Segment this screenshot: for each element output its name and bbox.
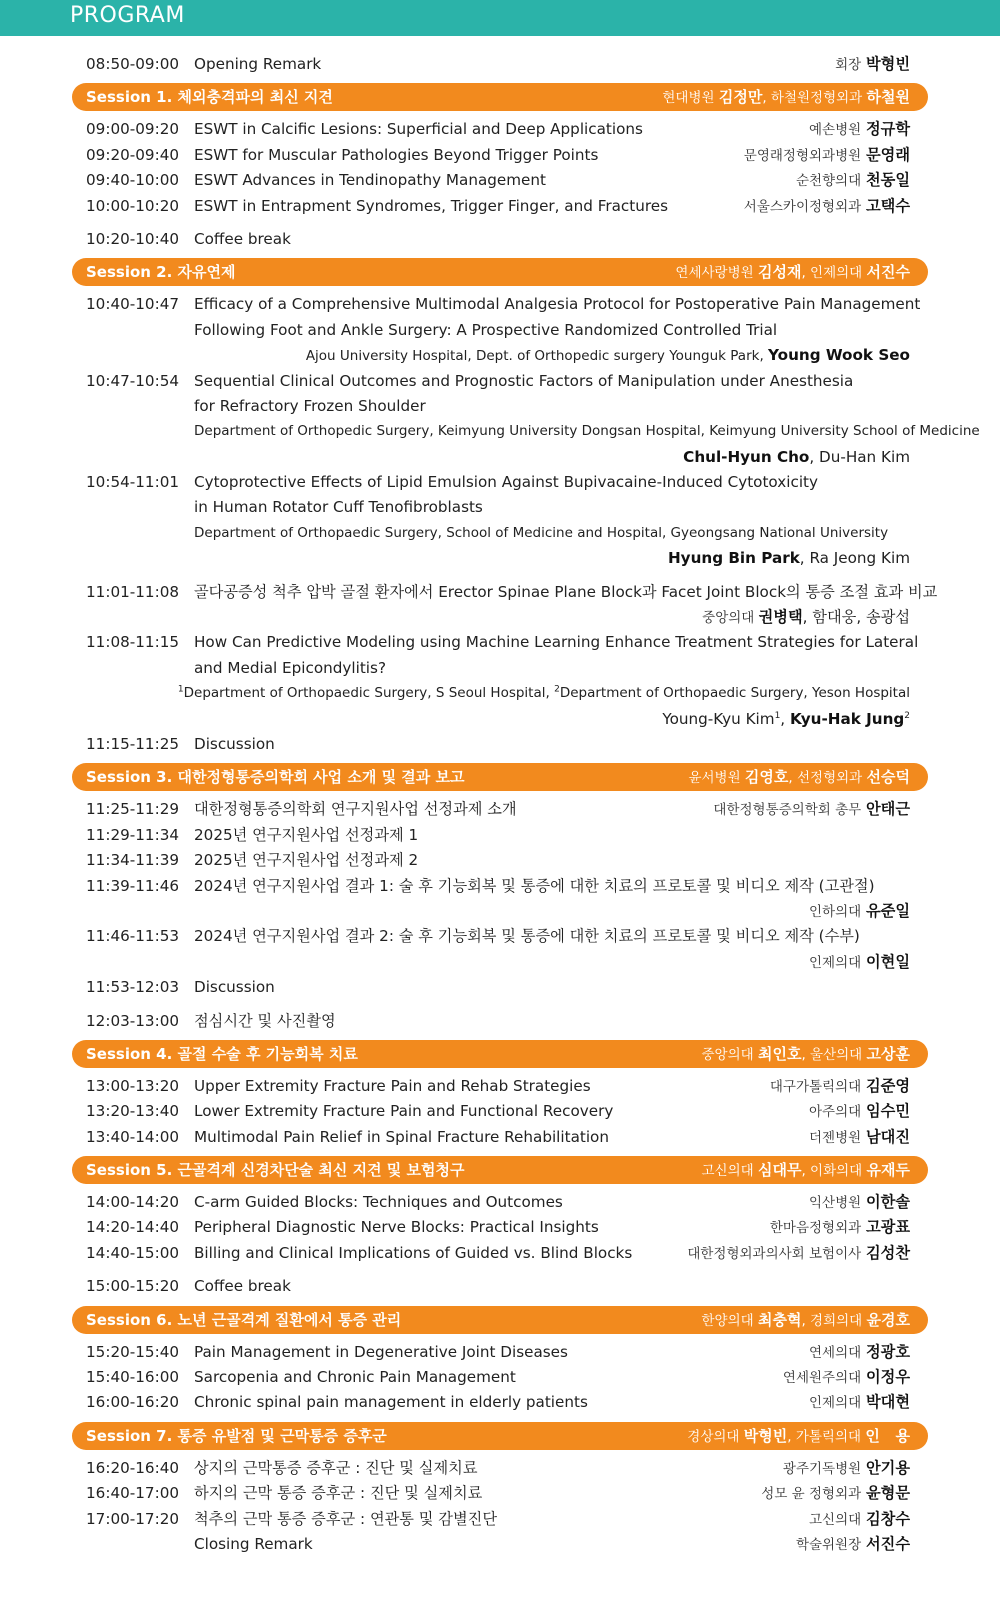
talk-row <box>0 1190 1000 1215</box>
speaker-name: 김성찬 <box>865 1243 910 1262</box>
name-separator: , <box>780 709 790 728</box>
talk-title: 2025년 연구지원사업 선정과제 1 <box>194 825 419 844</box>
speaker <box>809 899 910 925</box>
speaker-affiliation: 학술위원장 <box>795 1536 862 1553</box>
talk-title: Opening Remark <box>194 55 322 73</box>
talk-row <box>0 143 1000 168</box>
session-chairs: 경상의대 박형빈, 가톨릭의대 인 용 <box>687 1426 910 1445</box>
speaker <box>809 1507 910 1533</box>
speaker-name: 고광표 <box>865 1218 910 1237</box>
session-title: Session 2. 자유연제 <box>86 263 236 282</box>
speaker <box>809 117 910 143</box>
time-slot: 09:00-09:20 <box>86 120 180 139</box>
talk-row <box>0 848 1000 873</box>
presenter-name: Chul-Hyun Cho <box>683 447 810 466</box>
talk-title-continued <box>0 495 1000 520</box>
talk-title: Lower Extremity Fracture Pain and Functional Recovery <box>194 1102 614 1121</box>
speaker-affiliation: 회장 <box>835 57 862 73</box>
author-names <box>662 707 910 732</box>
talk-row <box>0 823 1000 848</box>
chair-affiliation: 울산의대 <box>810 1046 863 1063</box>
session-5-header <box>72 1156 928 1184</box>
session-chairs: 한양의대 최충혁, 경희의대 윤경호 <box>701 1310 910 1329</box>
time-slot: 17:00-17:20 <box>86 1509 180 1528</box>
speaker <box>687 1241 910 1267</box>
talk-title: Cytoprotective Effects of Lipid Emulsion Against Bupivacaine-Induced Cytotoxicity <box>194 473 818 492</box>
chair-name: 박형빈 <box>743 1426 788 1445</box>
speaker-affiliation: 대한정형통증의학회 총무 <box>713 802 862 819</box>
talk-row <box>0 1456 1000 1481</box>
speaker-affiliation: 서울스카이정형외과 <box>743 198 862 215</box>
speaker-affiliation: 아주의대 <box>808 1104 862 1121</box>
talk-title: 2025년 연구지원사업 선정과제 2 <box>194 851 419 870</box>
speaker-affiliation: 연세원주의대 <box>782 1370 862 1387</box>
session-3-header <box>72 763 928 791</box>
talk-row <box>0 924 1000 949</box>
chair-name: 김성재 <box>757 263 802 282</box>
chair-affiliation: 한양의대 <box>701 1312 754 1329</box>
speaker <box>783 1365 910 1391</box>
speaker <box>796 1532 910 1558</box>
speaker-name: 김준영 <box>865 1076 910 1095</box>
speaker-name: 이정우 <box>865 1368 910 1387</box>
chair-name: 서진수 <box>866 263 910 282</box>
talk-title: 2024년 연구지원사업 결과 2: 술 후 기능회복 및 통증에 대한 치료의 프로토콜 및 비디오 제작 (수부) <box>194 927 860 946</box>
chair-affiliation: 하철원정형외과 <box>770 90 863 107</box>
talk-title: Following Foot and Ankle Surgery: A Prospective Randomized Controlled Trial <box>194 320 778 339</box>
talk-title-continued <box>0 394 1000 419</box>
time-slot: 11:08-11:15 <box>86 633 180 652</box>
speaker-name: 문영래 <box>865 145 910 164</box>
talk-row <box>0 470 1000 495</box>
time-slot: 13:40-14:00 <box>86 1127 180 1146</box>
time-slot: 10:47-10:54 <box>86 371 180 390</box>
talk-title: Sequential Clinical Outcomes and Prognostic Factors of Manipulation under Anesthesia <box>194 371 854 390</box>
talk-title: ESWT in Entrapment Syndromes, Trigger Finger, and Fractures <box>194 196 668 215</box>
speaker-name: 임수민 <box>865 1102 910 1121</box>
talk-title: and Medial Epicondylitis? <box>194 658 387 677</box>
talk-row <box>0 1241 1000 1266</box>
speaker <box>809 950 910 976</box>
speaker-affiliation: 익산병원 <box>808 1195 862 1212</box>
chair-name: 선승덕 <box>866 768 910 787</box>
chair-name: 인 용 <box>865 1426 910 1445</box>
speaker-affiliation: 인하의대 <box>808 903 862 920</box>
time-slot: 16:40-17:00 <box>86 1484 180 1503</box>
author-names-line <box>0 546 1000 571</box>
speaker-name: 정광호 <box>865 1342 910 1361</box>
affiliation-marker: 2 <box>554 684 560 695</box>
presenter-name: Kyu-Hak Jung <box>789 709 905 728</box>
talk-row <box>0 797 1000 822</box>
speaker <box>713 797 910 823</box>
talk-title: Efficacy of a Comprehensive Multimodal Analgesia Protocol for Postoperative Pain Management <box>194 295 921 314</box>
talk-row <box>0 168 1000 193</box>
time-slot: 14:20-14:40 <box>86 1218 180 1237</box>
speaker-name: 고택수 <box>865 196 910 215</box>
author-name: Young-Kyu Kim <box>662 709 775 728</box>
chair-name: 최인호 <box>757 1044 802 1063</box>
speaker-affiliation: 고신의대 <box>808 1511 862 1528</box>
time-slot: 15:20-15:40 <box>86 1342 180 1361</box>
talk-row <box>0 292 1000 317</box>
affiliation-marker: 2 <box>904 710 910 721</box>
speaker-name: 이한솔 <box>865 1193 910 1212</box>
speaker-name: 정규학 <box>865 120 910 139</box>
session-chairs: 고신의대 심대무, 이화의대 유재두 <box>701 1161 910 1180</box>
talk-title: Discussion <box>194 978 275 997</box>
speaker <box>809 1099 910 1125</box>
time-slot: 15:00-15:20 <box>86 1277 180 1296</box>
session-title: Session 1. 체외충격파의 최신 지견 <box>86 88 333 107</box>
session-2-header <box>72 258 928 286</box>
opening-row <box>0 52 1000 77</box>
speaker-affiliation: 더젠병원 <box>808 1129 862 1146</box>
program-header <box>0 0 1000 36</box>
break-row <box>0 227 1000 252</box>
talk-row <box>0 1365 1000 1390</box>
session-title: Session 4. 골절 수술 후 기능회복 치료 <box>86 1044 358 1063</box>
talk-title: 점심시간 및 사진촬영 <box>194 1011 336 1030</box>
talk-row <box>0 1125 1000 1150</box>
speaker-affiliation: 인제의대 <box>808 954 862 971</box>
chair-affiliation: 고신의대 <box>701 1163 754 1180</box>
author-names-line <box>0 605 1000 630</box>
time-slot: 14:00-14:20 <box>86 1193 180 1212</box>
break-row <box>0 1274 1000 1299</box>
time-slot: 16:00-16:20 <box>86 1393 180 1412</box>
coauthor-names: , 함대웅, 송광섭 <box>802 608 910 627</box>
speaker-affiliation: 대구가톨릭의대 <box>769 1078 862 1095</box>
chair-affiliation: 현대병원 <box>662 90 715 107</box>
speaker <box>809 1340 910 1366</box>
chair-name: 유재두 <box>866 1161 910 1180</box>
discussion-row <box>0 975 1000 1000</box>
time-slot: 10:20-10:40 <box>86 229 180 248</box>
talk-row <box>0 580 1000 605</box>
time-slot: 10:54-11:01 <box>86 473 180 492</box>
session-chairs: 연세사랑병원 김성재, 인제의대 서진수 <box>675 263 910 282</box>
session-title: Session 3. 대한정형통증의학회 사업 소개 및 결과 보고 <box>86 768 465 787</box>
time-slot: 11:46-11:53 <box>86 927 180 946</box>
session-chairs: 윤서병원 김영호, 선정형외과 선승덕 <box>688 768 910 787</box>
speaker <box>835 52 910 78</box>
speaker-affiliation: 예손병원 <box>808 122 862 139</box>
talk-title: ESWT for Muscular Pathologies Beyond Trigger Points <box>194 145 599 164</box>
talk-row <box>0 1074 1000 1099</box>
time-slot: 11:34-11:39 <box>86 851 180 870</box>
author-affiliation-line <box>0 681 1000 706</box>
program-schedule <box>0 52 1000 1557</box>
speaker-affiliation: 인제의대 <box>808 1395 862 1412</box>
talk-row <box>0 630 1000 655</box>
talk-title: Discussion <box>194 734 275 753</box>
chair-name: 김영호 <box>744 768 789 787</box>
speaker-name: 안기용 <box>865 1458 910 1477</box>
author-affiliation: 중앙의대 <box>702 610 759 627</box>
speaker-line <box>0 899 1000 924</box>
time-slot: 14:40-15:00 <box>86 1243 180 1262</box>
talk-title: in Human Rotator Cuff Tenofibroblasts <box>194 498 483 517</box>
speaker-name: 유준일 <box>865 901 910 920</box>
speaker-affiliation: 문영래정형외과병원 <box>743 147 862 164</box>
time-slot: 11:15-11:25 <box>86 734 180 753</box>
discussion-row <box>0 732 1000 757</box>
chair-name: 심대무 <box>757 1161 802 1180</box>
page-title: PROGRAM <box>70 3 185 28</box>
talk-title: 골다공증성 척추 압박 골절 환자에서 Erector Spinae Plane Block과 Facet Joint Block의 통증 조절 효과 비교 <box>194 582 938 601</box>
chair-affiliation: 중앙의대 <box>701 1046 754 1063</box>
time-slot: 12:03-13:00 <box>86 1011 180 1030</box>
talk-title: Billing and Clinical Implications of Guided vs. Blind Blocks <box>194 1243 633 1262</box>
talk-title: Peripheral Diagnostic Nerve Blocks: Practical Insights <box>194 1218 599 1237</box>
talk-title: ESWT Advances in Tendinopathy Management <box>194 171 546 190</box>
speaker-name: 서진수 <box>865 1534 910 1553</box>
talk-title: Coffee break <box>194 229 291 248</box>
talk-title: 하지의 근막 통증 증후군 : 진단 및 실제치료 <box>194 1484 483 1503</box>
author-affiliation-line <box>0 521 1000 546</box>
time-slot: 09:40-10:00 <box>86 171 180 190</box>
time-slot: 10:00-10:20 <box>86 196 180 215</box>
talk-title: Coffee break <box>194 1277 291 1296</box>
presenter-name: Young Wook Seo <box>768 346 910 365</box>
talk-title: Sarcopenia and Chronic Pain Management <box>194 1368 516 1387</box>
talk-row <box>0 117 1000 142</box>
talk-row <box>0 874 1000 899</box>
speaker <box>770 1074 910 1100</box>
speaker-affiliation: 연세의대 <box>808 1344 862 1361</box>
chair-name: 고상훈 <box>866 1044 910 1063</box>
talk-title: 대한정형통증의학회 연구지원사업 선정과제 소개 <box>194 800 517 819</box>
chair-name: 김정만 <box>718 88 763 107</box>
talk-title: ESWT in Calcific Lesions: Superficial and Deep Applications <box>194 120 643 139</box>
session-chairs: 중앙의대 최인호, 울산의대 고상훈 <box>701 1044 910 1063</box>
affiliation-text: Department of Orthopaedic Surgery, S Seoul Hospital, <box>183 685 555 702</box>
speaker-affiliation: 순천향의대 <box>795 173 862 190</box>
chair-affiliation: 이화의대 <box>810 1163 863 1180</box>
talk-title: Chronic spinal pain management in elderly patients <box>194 1393 588 1412</box>
chair-name: 최충혁 <box>757 1310 802 1329</box>
time-slot: 10:40-10:47 <box>86 295 180 314</box>
session-chairs: 현대병원 김정만, 하철원정형외과 하철원 <box>662 88 910 107</box>
speaker-affiliation: 한마음정형외과 <box>769 1220 862 1237</box>
time-slot: 11:53-12:03 <box>86 978 180 997</box>
talk-title: 척추의 근막 통증 증후군 : 연관통 및 감별진단 <box>194 1509 497 1528</box>
speaker-name: 윤형문 <box>865 1484 910 1503</box>
session-6-header <box>72 1306 928 1334</box>
talk-row <box>0 1340 1000 1365</box>
talk-title: 상지의 근막통증 증후군 : 진단 및 실제치료 <box>194 1458 478 1477</box>
author-names <box>702 605 910 631</box>
talk-title: How Can Predictive Modeling using Machine Learning Enhance Treatment Strategies for Lateral <box>194 633 919 652</box>
author-names-line <box>0 707 1000 732</box>
chair-affiliation: 가톨릭의대 <box>795 1428 862 1445</box>
session-1-header <box>72 83 928 111</box>
speaker <box>809 1190 910 1216</box>
time-slot: 08:50-09:00 <box>86 55 180 73</box>
speaker <box>809 1390 910 1416</box>
talk-row <box>0 1099 1000 1124</box>
affiliation-text: Department of Orthopaedic Surgery, Yeson Hospital <box>559 685 910 702</box>
session-title: Session 6. 노년 근골격계 질환에서 통증 관리 <box>86 1310 402 1329</box>
talk-title: Pain Management in Degenerative Joint Diseases <box>194 1342 568 1361</box>
author-affiliation: Ajou University Hospital, Dept. of Orthopedic surgery Younguk Park, <box>305 348 769 365</box>
author-info <box>306 343 910 369</box>
speaker-name: 안태근 <box>865 800 910 819</box>
talk-row <box>0 1507 1000 1532</box>
session-title: Session 7. 통증 유발점 및 근막통증 증후군 <box>86 1426 387 1445</box>
talk-row <box>0 194 1000 219</box>
chair-affiliation: 연세사랑병원 <box>675 265 754 282</box>
speaker-affiliation: 대한정형외과의사회 보험이사 <box>687 1245 862 1262</box>
author-affiliation-line <box>0 419 1000 444</box>
author-names-line <box>0 445 1000 470</box>
coauthor-names: , Du-Han Kim <box>809 447 910 466</box>
speaker-line <box>0 950 1000 975</box>
talk-title: Upper Extremity Fracture Pain and Rehab Strategies <box>194 1076 591 1095</box>
presenter-name: 권병택 <box>758 608 803 627</box>
author-names <box>668 546 910 571</box>
chair-affiliation: 윤서병원 <box>688 770 741 787</box>
speaker-affiliation: 성모 윤 정형외과 <box>761 1486 862 1503</box>
coauthor-names: , Ra Jeong Kim <box>799 549 910 568</box>
talk-row <box>0 1481 1000 1506</box>
talk-title: C-arm Guided Blocks: Techniques and Outcomes <box>194 1193 563 1212</box>
speaker <box>761 1481 910 1507</box>
session-7-header <box>72 1422 928 1450</box>
author-affiliation: Department of Orthopaedic Surgery, School of Medicine and Hospital, Gyeongsang National University <box>194 524 889 541</box>
speaker <box>783 1456 910 1482</box>
talk-title: Multimodal Pain Relief in Spinal Fracture Rehabilitation <box>194 1127 609 1146</box>
speaker <box>770 1215 910 1241</box>
author-line <box>0 343 1000 368</box>
talk-title: Closing Remark <box>194 1534 313 1553</box>
time-slot: 15:40-16:00 <box>86 1368 180 1387</box>
talk-title-continued <box>0 318 1000 343</box>
chair-affiliation: 인제의대 <box>810 265 863 282</box>
chair-affiliation: 경상의대 <box>687 1428 740 1445</box>
time-slot: 09:20-09:40 <box>86 145 180 164</box>
talk-row <box>0 1390 1000 1415</box>
presenter-name: Hyung Bin Park <box>667 549 800 568</box>
author-affiliation <box>178 681 910 706</box>
author-affiliation: Department of Orthopedic Surgery, Keimyung University Dongsan Hospital, Keimyung University School of Medicine <box>194 423 980 440</box>
time-slot: 16:20-16:40 <box>86 1458 180 1477</box>
author-names <box>683 445 910 470</box>
speaker-name: 이현일 <box>865 952 910 971</box>
time-slot: 13:00-13:20 <box>86 1076 180 1095</box>
session-title: Session 5. 근골격계 신경차단술 최신 지견 및 보험청구 <box>86 1161 465 1180</box>
talk-row <box>0 1215 1000 1240</box>
chair-name: 하철원 <box>866 88 910 107</box>
time-slot: 13:20-13:40 <box>86 1102 180 1121</box>
speaker-name: 김창수 <box>865 1509 910 1528</box>
closing-row <box>0 1532 1000 1557</box>
time-slot: 11:39-11:46 <box>86 876 180 895</box>
speaker <box>796 168 910 194</box>
speaker <box>744 143 910 169</box>
talk-title-continued <box>0 656 1000 681</box>
talk-title: for Refractory Frozen Shoulder <box>194 396 426 415</box>
time-slot: 11:01-11:08 <box>86 582 180 601</box>
affiliation-marker: 1 <box>774 710 781 721</box>
speaker <box>809 1125 910 1151</box>
talk-row <box>0 369 1000 394</box>
speaker-affiliation: 광주기독병원 <box>782 1460 862 1477</box>
chair-affiliation: 선정형외과 <box>797 770 863 787</box>
lunch-row <box>0 1009 1000 1034</box>
chair-affiliation: 경희의대 <box>810 1312 863 1329</box>
time-slot: 11:29-11:34 <box>86 825 180 844</box>
speaker-name: 남대진 <box>865 1127 910 1146</box>
talk-title: 2024년 연구지원사업 결과 1: 술 후 기능회복 및 통증에 대한 치료의 프로토콜 및 비디오 제작 (고관절) <box>194 876 875 895</box>
session-4-header <box>72 1040 928 1068</box>
time-slot: 11:25-11:29 <box>86 800 180 819</box>
affiliation-marker: 1 <box>177 684 184 695</box>
speaker-name: 천동일 <box>865 171 910 190</box>
speaker-name: 박대현 <box>865 1393 910 1412</box>
chair-name: 윤경호 <box>866 1310 910 1329</box>
speaker-name: 박형빈 <box>865 55 910 73</box>
speaker <box>744 194 910 220</box>
